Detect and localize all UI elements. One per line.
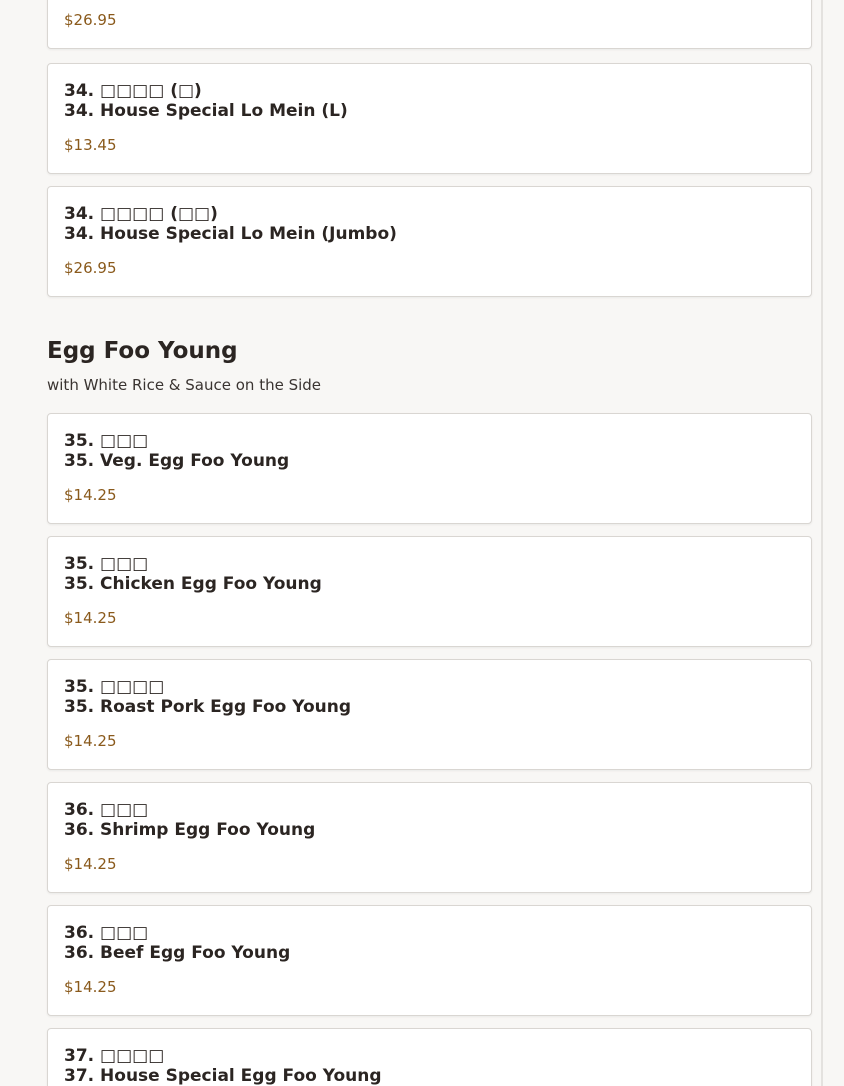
menu-item-price: $13.45 (64, 136, 117, 154)
menu-item-card[interactable] (47, 186, 812, 297)
menu-item-name (64, 554, 322, 594)
menu-item-card[interactable] (47, 905, 812, 1016)
menu-item-name (64, 677, 351, 717)
menu-item-card[interactable] (47, 413, 812, 524)
menu-item-name-english: 34. House Special Lo Mein (Jumbo) (64, 224, 397, 244)
menu-item-name (64, 800, 315, 840)
menu-item-price: $26.95 (64, 11, 117, 29)
section-description: with White Rice & Sauce on the Side (47, 376, 322, 394)
menu-item-card[interactable] (47, 1028, 812, 1086)
menu-item-name-english: 36. Shrimp Egg Foo Young (64, 820, 316, 840)
menu-item-price: $26.95 (64, 259, 117, 277)
menu-item-name-english: 37. House Special Egg Foo Young (64, 1066, 382, 1086)
menu-item-card[interactable] (47, 782, 812, 893)
menu-item-name-english: 34. House Special Lo Mein (L) (64, 101, 348, 121)
menu-item-name (64, 431, 289, 471)
menu-item-name (64, 204, 397, 244)
menu-item-name-chinese: 37. □□□□ (64, 1046, 165, 1066)
menu-item-name-chinese: 34. □□□□ (□) (64, 81, 202, 101)
menu-item-name (64, 81, 348, 121)
menu-item-name-english: 35. Veg. Egg Foo Young (64, 451, 290, 471)
section-title: Egg Foo Young (47, 338, 238, 364)
menu-item-name-chinese: 35. □□□ (64, 431, 149, 451)
menu-item-name (64, 923, 290, 963)
menu-item-card[interactable] (47, 659, 812, 770)
menu-item-name-chinese: 36. □□□ (64, 923, 149, 943)
menu-item-card[interactable] (47, 0, 812, 49)
menu-item-name-chinese: 36. □□□ (64, 800, 149, 820)
menu-item-name-chinese: 34. □□□□ (□□) (64, 204, 218, 224)
menu-item-name-chinese: 35. □□□□ (64, 677, 165, 697)
menu-item-card[interactable] (47, 63, 812, 174)
menu-item-price: $14.25 (64, 609, 117, 627)
menu-item-price: $14.25 (64, 732, 117, 750)
menu-item-name-english: 35. Roast Pork Egg Foo Young (64, 697, 352, 717)
menu-item-name-chinese: 35. □□□ (64, 554, 149, 574)
menu-item-price: $14.25 (64, 486, 117, 504)
menu-item-price: $14.25 (64, 978, 117, 996)
menu-item-name (64, 1046, 382, 1086)
menu-item-price: $14.25 (64, 855, 117, 873)
menu-item-name-english: 36. Beef Egg Foo Young (64, 943, 291, 963)
menu-item-card[interactable] (47, 536, 812, 647)
menu-item-name-english: 35. Chicken Egg Foo Young (64, 574, 322, 594)
